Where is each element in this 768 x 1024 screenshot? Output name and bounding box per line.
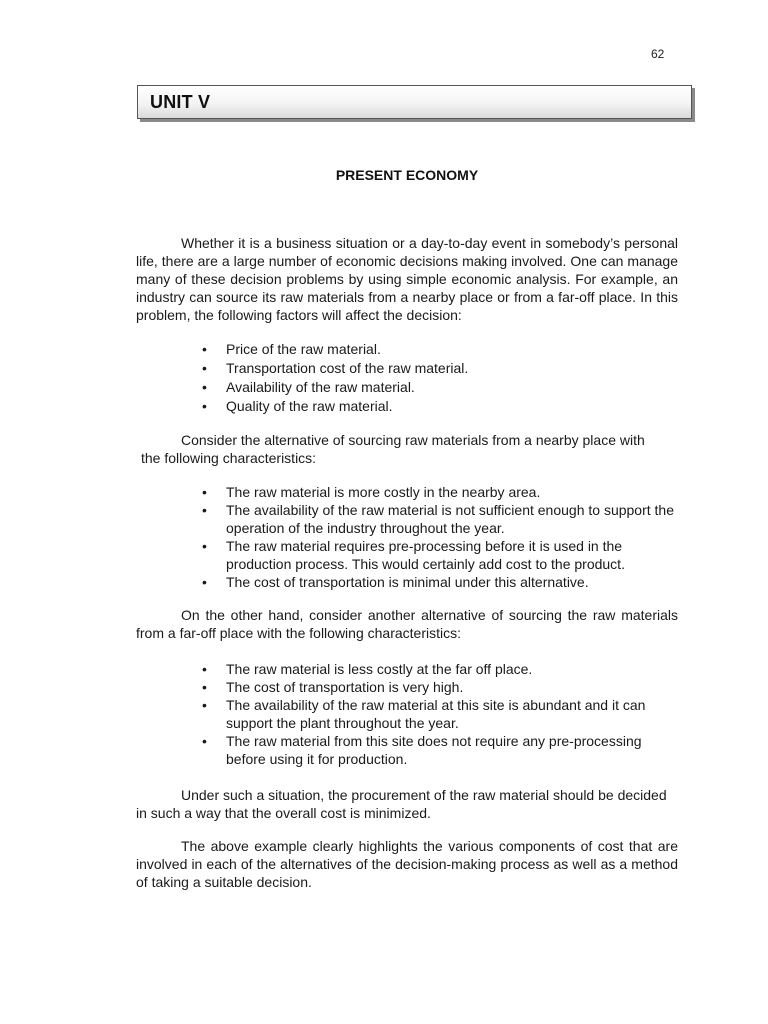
bullet-icon: • (202, 697, 207, 713)
factors-list (136, 340, 678, 416)
list-item: • Price of the raw material. (202, 341, 381, 357)
situation-paragraph: Under such a situation, the procurement of the raw material should be decided in such a way that the overall cost is minimized. (136, 787, 667, 821)
bullet-icon: • (202, 538, 207, 554)
list-item: • Quality of the raw material. (202, 398, 393, 414)
bullet-icon: • (202, 341, 207, 357)
list-item: • Availability of the raw material. (202, 379, 415, 395)
bullet-icon: • (202, 679, 207, 695)
list-item: • The availability of the raw material is not sufficient enough to support the operation of the industry throughout the year. (202, 502, 674, 536)
document-body (136, 234, 678, 891)
nearby-characteristics-list (136, 483, 678, 591)
bullet-icon: • (202, 398, 207, 414)
bullet-icon: • (202, 484, 207, 500)
intro-paragraph: Whether it is a business situation or a day-to-day event in somebody’s personal life, there are a large number of economic decisions making involved. One can manage many of these decision problems by using simple economic analysis. For example, an industry can source its raw materials from a nearby place or from a far-off place. In this problem, the following factors will affect the decision: (136, 235, 678, 323)
faroff-intro-paragraph: On the other hand, consider another alternative of sourcing the raw materials from a far-off place with the following characteristics: (136, 607, 678, 641)
list-item: • The raw material is more costly in the nearby area. (202, 484, 541, 500)
list-item: • The availability of the raw material at this site is abundant and it can support the plant throughout the year. (202, 697, 646, 731)
page-number: 62 (651, 47, 665, 61)
bullet-icon: • (202, 360, 207, 376)
bullet-icon: • (202, 661, 207, 677)
unit-title: UNIT V (150, 92, 211, 112)
list-item: • The raw material from this site does not require any pre-processing before using it for production. (202, 733, 642, 767)
list-item: • Transportation cost of the raw material. (202, 360, 469, 376)
nearby-intro-paragraph: Consider the alternative of sourcing raw materials from a nearby place with the following characteristics: (141, 432, 645, 466)
list-item: • The cost of transportation is minimal under this alternative. (202, 574, 589, 590)
conclusion-paragraph: The above example clearly highlights the various components of cost that are involved in each of the alternatives of the decision-making process as well as a method of taking a suitable decision. (136, 838, 678, 890)
list-item: • The cost of transportation is very high. (202, 679, 464, 695)
list-item: • The raw material requires pre-processing before it is used in the production process. This would certainly add cost to the product. (202, 538, 625, 572)
unit-banner (137, 85, 692, 119)
list-item: • The raw material is less costly at the far off place. (202, 661, 533, 677)
faroff-characteristics-list (136, 660, 678, 768)
section-title: PRESENT ECONOMY (335, 167, 479, 183)
bullet-icon: • (202, 574, 207, 590)
bullet-icon: • (202, 379, 207, 395)
bullet-icon: • (202, 733, 207, 749)
bullet-icon: • (202, 502, 207, 518)
